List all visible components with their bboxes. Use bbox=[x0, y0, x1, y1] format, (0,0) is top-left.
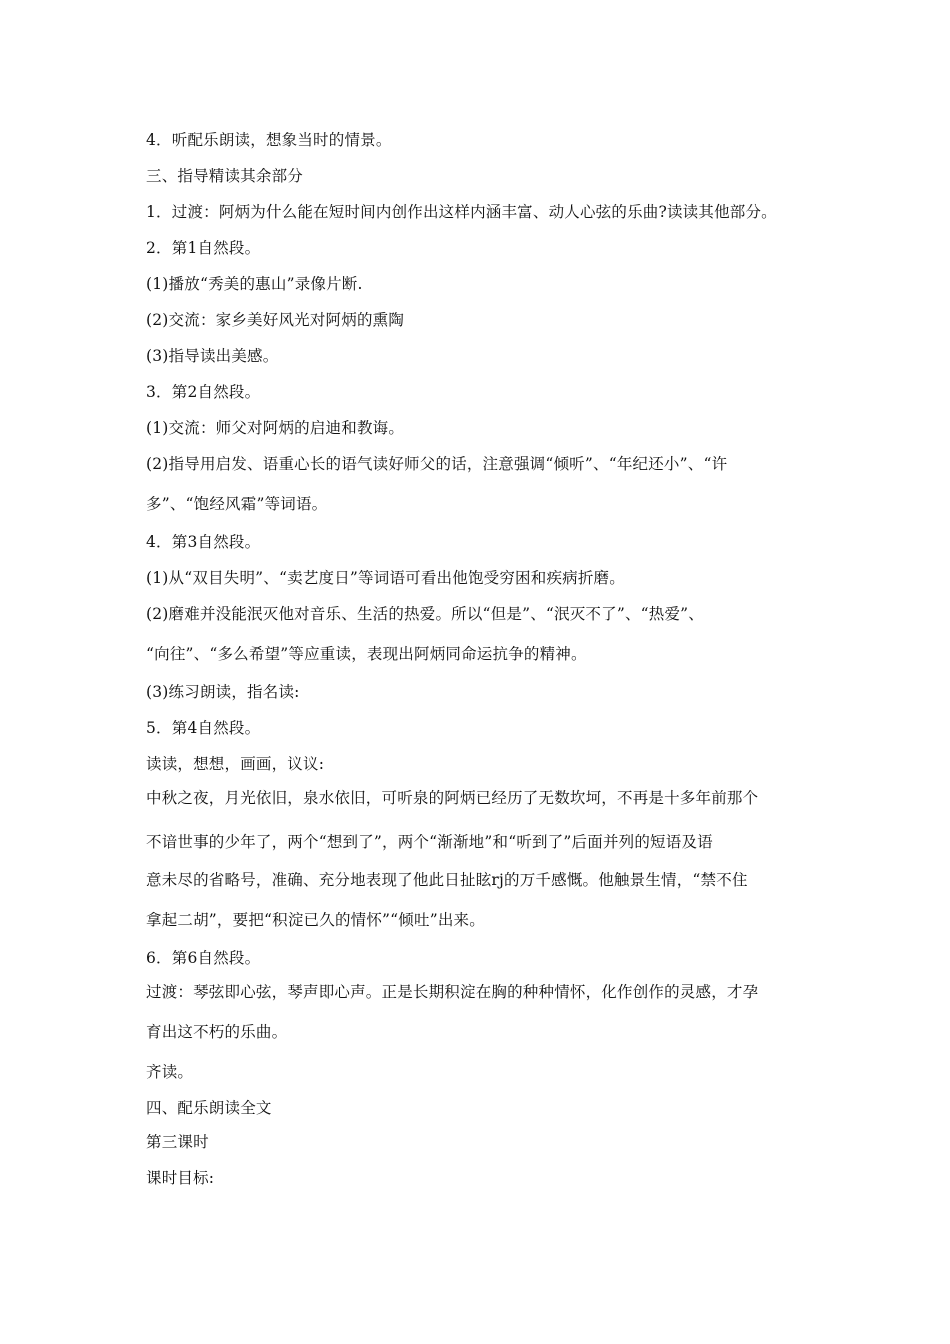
text-line: (3)指导读出美感。 bbox=[146, 347, 279, 365]
text-line: 5．第4自然段。 bbox=[146, 719, 261, 737]
text-line: 意未尽的省略号，准确、充分地表现了他此日扯眩rj的万千感慨。他触景生情，“禁不住 bbox=[146, 871, 748, 889]
text-line: 4．第3自然段。 bbox=[146, 533, 261, 551]
text-line: 3．第2自然段。 bbox=[146, 383, 261, 401]
text-line: 课时目标: bbox=[146, 1169, 215, 1187]
text-line: (1)交流：师父对阿炳的启迪和教诲。 bbox=[146, 419, 405, 437]
text-line: 拿起二胡”，要把“积淀已久的情怀”“倾吐”出来。 bbox=[146, 911, 485, 929]
text-line: (2)磨难并没能泯灭他对音乐、生活的热爱。所以“但是”、“泯灭不了”、“热爱”、 bbox=[146, 605, 705, 623]
text-line: 2．第1自然段。 bbox=[146, 239, 261, 257]
text-line: (2)交流：家乡美好风光对阿炳的熏陶 bbox=[146, 311, 405, 329]
text-line: (2)指导用启发、语重心长的语气读好师父的话，注意强调“倾听”、“年纪还小”、“许 bbox=[146, 455, 728, 473]
text-line: (1)从“双目失明”、“卖艺度日”等词语可看出他饱受穷困和疾病折磨。 bbox=[146, 569, 625, 587]
section-heading: 四、配乐朗读全文 bbox=[146, 1099, 272, 1117]
text-line: 1．过渡：阿炳为什么能在短时间内创作出这样内涵丰富、动人心弦的乐曲?读读其他部分。 bbox=[146, 203, 777, 221]
text-line: 多”、“饱经风霜”等词语。 bbox=[146, 495, 328, 513]
section-heading: 三、指导精读其余部分 bbox=[146, 167, 304, 185]
text-line: (3)练习朗读，指名读: bbox=[146, 683, 300, 701]
text-line: 中秋之夜，月光依旧，泉水依旧，可听泉的阿炳已经历了无数坎坷，不再是十多年前那个 bbox=[146, 789, 759, 807]
text-line: 齐读。 bbox=[146, 1063, 194, 1081]
text-line: (1)播放“秀美的惠山”录像片断. bbox=[146, 275, 363, 293]
text-line: 育出这不朽的乐曲。 bbox=[146, 1023, 288, 1041]
text-line: 6．第6自然段。 bbox=[146, 949, 261, 967]
text-line: 过渡：琴弦即心弦，琴声即心声。正是长期积淀在胸的种种情怀，化作创作的灵感，才孕 bbox=[146, 983, 759, 1001]
text-line: 4．听配乐朗读，想象当时的情景。 bbox=[146, 131, 392, 149]
text-line: “向往”、“多么希望”等应重读，表现出阿炳同命运抗争的精神。 bbox=[146, 645, 587, 663]
text-line: 读读，想想，画画，议议: bbox=[146, 755, 325, 773]
text-line: 第三课时 bbox=[146, 1133, 209, 1151]
text-line: 不谙世事的少年了，两个“想到了”，两个“渐渐地”和“听到了”后面并列的短语及语 bbox=[146, 833, 713, 851]
